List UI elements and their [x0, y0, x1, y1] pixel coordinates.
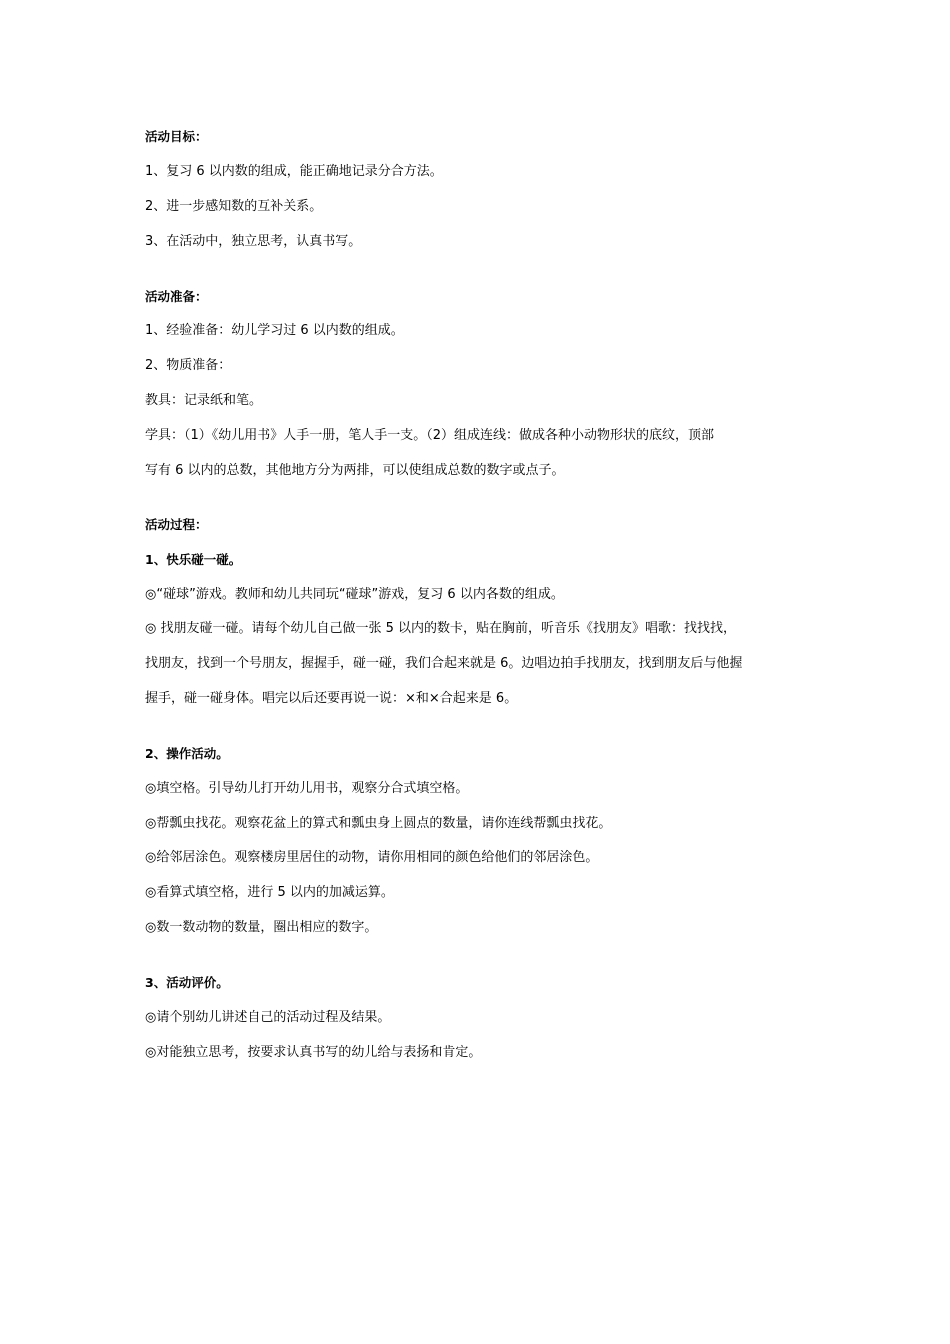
preparation-item: 1、经验准备：幼儿学习过 6 以内数的组成。 [145, 323, 404, 338]
preparation-item: 2、物质准备： [145, 358, 232, 373]
step1-item: 找朋友，找到一个号朋友，握握手，碰一碰，我们合起来就是 6。边唱边拍手找朋友，找到朋友后与他握 [145, 656, 743, 671]
goals-heading: 活动目标： [145, 129, 208, 144]
preparation-item: 教具：记录纸和笔。 [145, 393, 263, 408]
step2-item: ◎数一数动物的数量，圈出相应的数字。 [145, 920, 378, 935]
step2-item: ◎填空格。引导幼儿打开幼儿用书，观察分合式填空格。 [145, 781, 469, 796]
step2-item: ◎帮瓢虫找花。观察花盆上的算式和瓢虫身上圆点的数量，请你连线帮瓢虫找花。 [145, 816, 612, 831]
process-heading: 活动过程： [145, 517, 208, 532]
step3-item: ◎对能独立思考，按要求认真书写的幼儿给与表扬和肯定。 [145, 1045, 482, 1060]
goal-item: 2、进一步感知数的互补关系。 [145, 199, 323, 214]
step1-item: 握手，碰一碰身体。唱完以后还要再说一说：×和×合起来是 6。 [145, 691, 518, 706]
preparation-heading: 活动准备： [145, 289, 208, 304]
step3-item: ◎请个别幼儿讲述自己的活动过程及结果。 [145, 1010, 391, 1025]
step1-title: 1、快乐碰一碰。 [145, 552, 242, 567]
step2-item: ◎看算式填空格，进行 5 以内的加减运算。 [145, 885, 394, 900]
step2-title: 2、操作活动。 [145, 746, 229, 761]
step1-item: ◎“碰球”游戏。教师和幼儿共同玩“碰球”游戏，复习 6 以内各数的组成。 [145, 587, 564, 602]
goal-item: 1、复习 6 以内数的组成，能正确地记录分合方法。 [145, 164, 443, 179]
step2-item: ◎给邻居涂色。观察楼房里居住的动物，请你用相同的颜色给他们的邻居涂色。 [145, 850, 599, 865]
goal-item: 3、在活动中，独立思考，认真书写。 [145, 234, 362, 249]
step1-item: ◎ 找朋友碰一碰。请每个幼儿自己做一张 5 以内的数卡，贴在胸前，听音乐《找朋友》唱歌：找找找， [145, 621, 737, 636]
preparation-item: 写有 6 以内的总数，其他地方分为两排，可以使组成总数的数字或点子。 [145, 463, 565, 478]
step3-title: 3、活动评价。 [145, 975, 229, 990]
preparation-item: 学具：（1）《幼儿用书》人手一册，笔人手一支。（2）组成连线：做成各种小动物形状的底纹，顶部 [145, 428, 715, 443]
